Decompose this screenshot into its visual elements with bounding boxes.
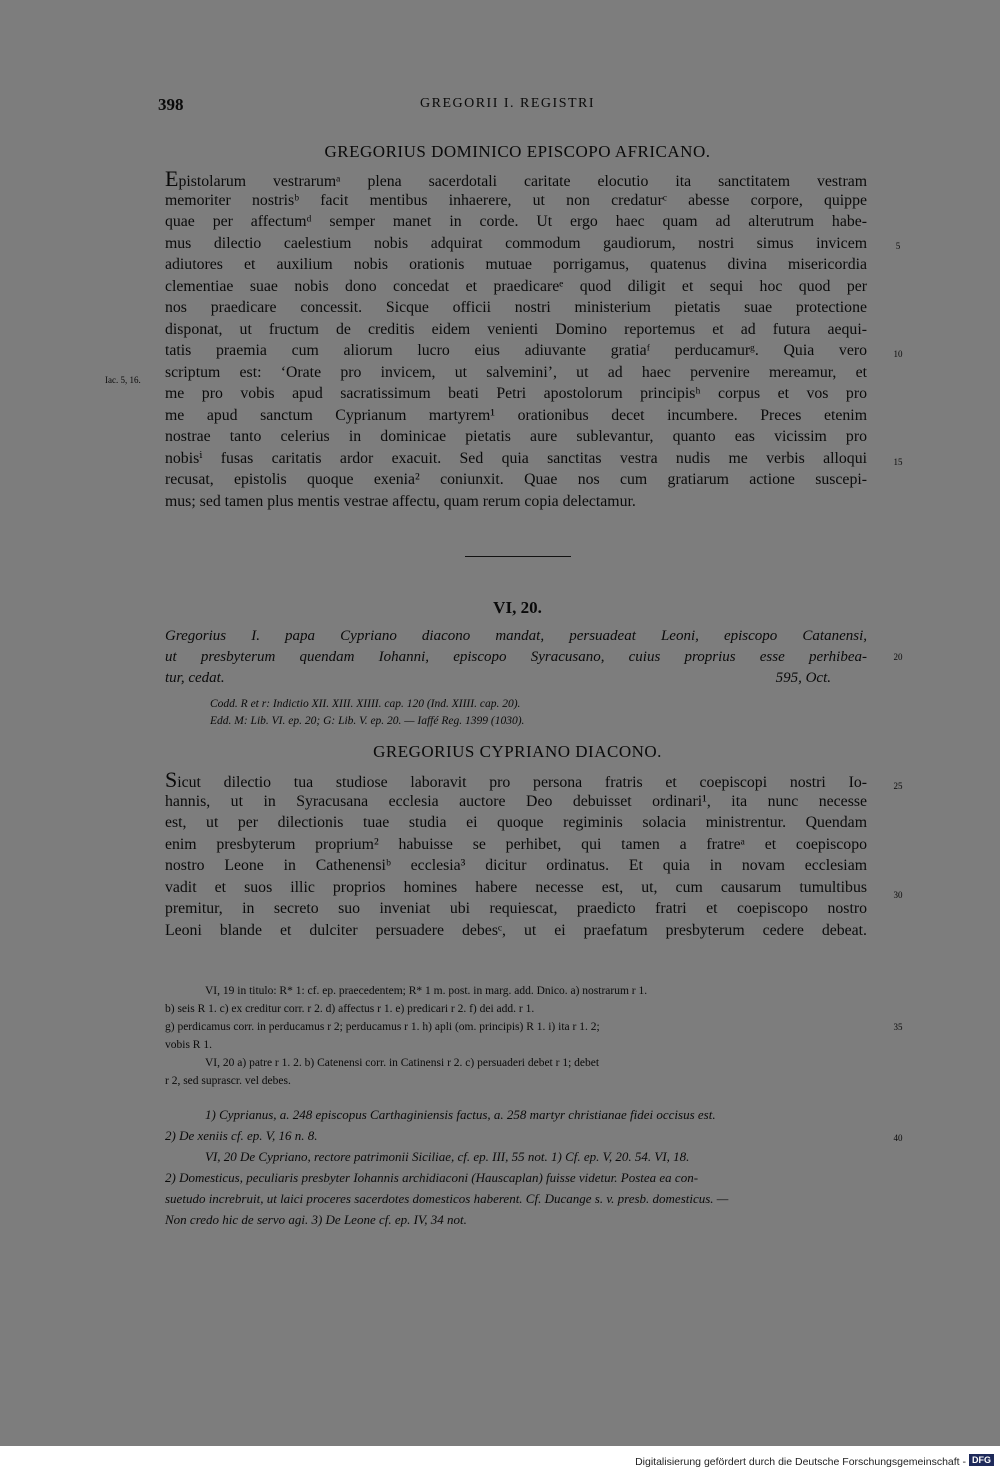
text-line: memoriter nostrisᵇ facit mentibus inhaerere, ut non credaturᶜ abesse corpore, quippe <box>165 191 867 209</box>
codices-info <box>210 696 524 730</box>
regest-line <box>165 668 867 689</box>
text-line: adiutores et auxilium nobis orationis mutuae porrigamus, quatenus divina misericordia <box>165 256 867 273</box>
text-line: me pro vobis apud sacratissimum beati Petri apostolorum principisʰ corpus et vos pro <box>165 385 867 402</box>
line-number: 5 <box>895 241 901 251</box>
apparatus-line: vobis R 1. <box>165 1039 212 1051</box>
apparatus-line: r 2, sed suprascr. vel debes. <box>165 1075 291 1087</box>
section-divider <box>465 556 571 557</box>
critical-apparatus <box>165 982 869 1090</box>
text-line: hannis, ut in Syracusana ecclesia auctore Deo debuisset ordinari¹, ita nunc necesse <box>165 792 867 810</box>
apparatus-line: b) seis R 1. c) ex creditur corr. r 2. d) affectus r 1. e) predicari r 2. f) dei add. r 1. <box>165 1003 535 1015</box>
letter2-body <box>165 769 867 941</box>
text-line: vadit et suos illic proprios homines habere necesse est, ut, cum causarum tumultibus <box>165 878 867 896</box>
dfg-logo: DFG <box>969 1454 994 1466</box>
text-line: nos praedicare concessit. Sicque officii nostri ministerium pietatis suae protectione <box>165 299 867 316</box>
apparatus-line: VI, 19 in titulo: R* 1: cf. ep. praecedentem; R* 1 m. post. in marg. add. Dnico. a) nostrarum r 1. <box>205 985 648 997</box>
note-line: 2) De xeniis cf. ep. V, 16 n. 8. <box>165 1128 318 1143</box>
regest-line: Gregorius I. papa Cypriano diacono mandat, persuadeat Leoni, episcopo Catanensi, <box>165 628 867 644</box>
codices-line: Codd. R et r: Indictio XII. XIII. XIIII. cap. 120 (Ind. XIIII. cap. 20). <box>210 698 521 710</box>
text-line: Epistolarum vestrarumᵃ plena sacerdotali caritate elocutio ita sanctitatem vestram <box>165 166 867 191</box>
line-number: 15 <box>893 457 903 467</box>
regest-text: tur, cedat. <box>165 670 225 686</box>
line-number: 20 <box>893 652 903 662</box>
text-line: recusat, epistolis quoque exenia² coniunxit. Quae nos cum gratiarum actione suscepi- <box>165 471 867 488</box>
text-line: quae per affectumᵈ semper manet in corde. Ut ergo haec quam ad alterutrum habe- <box>165 213 867 230</box>
text-line: enim presbyterum proprium² habuisse se perhibet, qui tamen a fratreᵃ et coepiscopo <box>165 835 867 853</box>
regest-line: ut presbyterum quendam Iohanni, episcopo Syracusano, cuius proprius esse perhibea- <box>165 649 867 665</box>
text-line: nostrae tanto celerius in dominicae pietatis aure sublevantur, quanto eas vicissim pro <box>165 428 867 445</box>
note-line: Non credo hic de servo agi. 3) De Leone cf. ep. IV, 34 not. <box>165 1212 467 1227</box>
page-number: 398 <box>158 95 184 114</box>
text-line: Sicut dilectio tua studiose laboravit pro persona fratris et coepiscopi nostri Io- <box>165 767 867 792</box>
regest-date: 595, Oct. <box>775 670 831 686</box>
apparatus-line: g) perdicamus corr. in perducamus r 2; perducamus r 1. h) apli (om. principis) R 1. i) ita r 1. 2; <box>165 1021 600 1033</box>
line-number: 30 <box>893 890 903 900</box>
margin-reference: Iac. 5, 16. <box>105 375 141 385</box>
line-number: 40 <box>893 1133 903 1143</box>
note-line: 1) Cyprianus, a. 248 episcopus Carthaginiensis factus, a. 258 martyr christianae fidei occisus est. <box>205 1107 716 1122</box>
letter1-body <box>165 168 867 512</box>
funding-notice: Digitalisierung gefördert durch die Deutsche Forschungsgemeinschaft - <box>635 1456 966 1468</box>
running-title: GREGORII I. REGISTRI <box>420 96 596 111</box>
regest <box>165 626 867 689</box>
text-line: mus dilectio caelestium nobis adquirat commodum gaudiorum, nostri simus invicem <box>165 234 867 252</box>
text-line: premitur, in secreto suo inveniat ubi requiescat, praedicto fratri et coepiscopo nostro <box>165 900 867 917</box>
text-line: est, ut per dilectionis tuae studia ei quoque regiminis solacia ministrentur. Quendam <box>165 814 867 831</box>
text-line: mus; sed tamen plus mentis vestrae affectu, quam rerum copia delectamur. <box>165 492 636 510</box>
text-line: disponat, ut fructum de creditis eidem venienti Domino reportemus et ad futura aequi- <box>165 320 867 338</box>
note-line: VI, 20 De Cypriano, rectore patrimonii Siciliae, cf. ep. III, 55 not. 1) Cf. ep. V, 20. 54. VI, 18. <box>205 1149 690 1164</box>
explanatory-notes <box>165 1104 869 1230</box>
text-line: scriptum est: ‘Orate pro invicem, ut salvemini’, ut ad haec pervenire mereamur, et <box>165 363 867 381</box>
text-line: me apud sanctum Cyprianum martyrem¹ orationibus decet incumbere. Preces etenim <box>165 406 867 424</box>
text-line: nostro Leone in Cathenensiᵇ ecclesia³ dicitur ordinatus. Et quia in novam ecclesiam <box>165 857 867 874</box>
text-line: nobisⁱ fusas caritatis ardor exacuit. Sed quia sanctitas vestra nudis me verbis alloqui <box>165 449 867 467</box>
note-line: 2) Domesticus, peculiaris presbyter Iohannis archidiaconi (Hauscaplan) fuisse videtur. Postea ea con- <box>165 1170 699 1185</box>
line-number: 10 <box>893 349 903 359</box>
text-line: tatis praemia cum aliorum lucro eius adiuvante gratiaᶠ perducamurᵍ. Quia vero <box>165 342 867 359</box>
text-line: Leoni blande et dulciter persuadere debesᶜ, ut ei praefatum presbyterum cedere debeat. <box>165 921 867 939</box>
note-line: suetudo increbruit, ut laici proceres sacerdotes domesticos haberent. Cf. Ducange s. v. presb. domesticus. — <box>165 1191 729 1206</box>
section-number: VI, 20. <box>493 598 542 617</box>
letter2-heading: GREGORIUS CYPRIANO DIACONO. <box>373 742 662 761</box>
editions-line: Edd. M: Lib. VI. ep. 20; G: Lib. V. ep. 20. — Iaffé Reg. 1399 (1030). <box>210 715 525 727</box>
apparatus-line: VI, 20 a) patre r 1. 2. b) Catenensi corr. in Catinensi r 2. c) persuaderi debet r 1; debet <box>205 1057 600 1069</box>
line-number: 25 <box>893 781 903 791</box>
text-line: clementiae suae nobis dono concedat et praedicareᵉ quod diligit et sequi hoc quod per <box>165 277 867 295</box>
line-number: 35 <box>893 1022 903 1032</box>
letter1-heading: GREGORIUS DOMINICO EPISCOPO AFRICANO. <box>324 142 711 161</box>
footer-bar <box>0 1446 1000 1473</box>
